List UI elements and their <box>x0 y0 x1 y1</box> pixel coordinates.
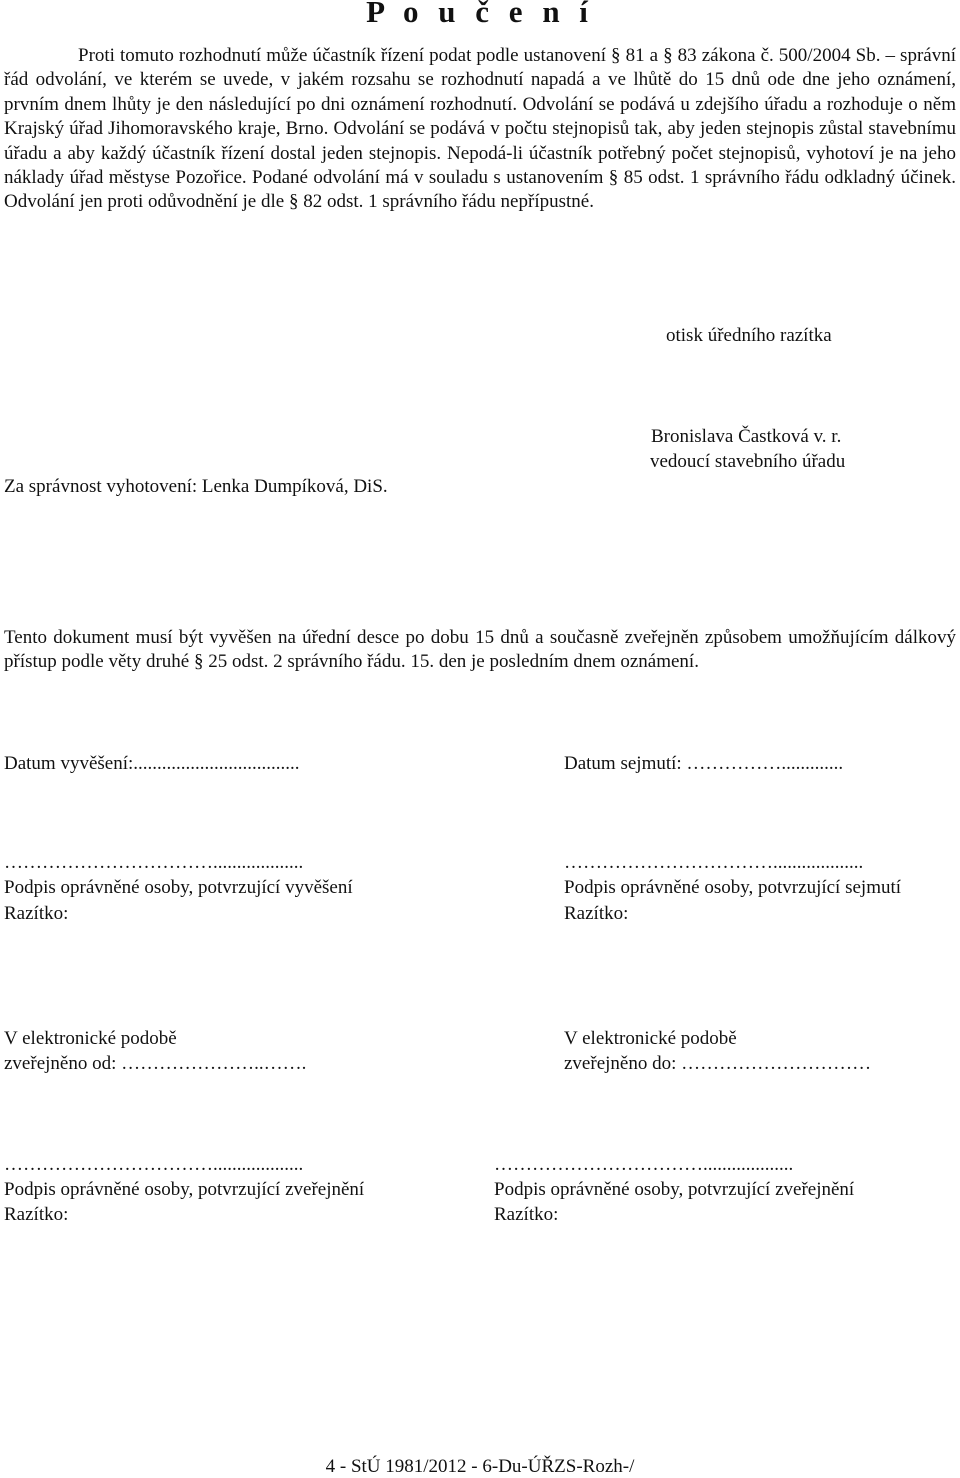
stamp-label-electronic-from: Razítko: <box>4 1204 69 1225</box>
signature-label-electronic-from: Podpis oprávněné osoby, potvrzující zveřejnění <box>4 1179 365 1200</box>
posting-notice-text: Tento dokument musí být vyvěšen na úřední desce po dobu 15 dnů a současně zveřejněn způsobem umožňujícím dálkový přístup podle věty druhé § 25 odst. 2 správního řádu. 15. den je posledním dnem oznámení. <box>4 627 956 673</box>
signatory-role: vedoucí stavebního úřadu <box>650 451 846 472</box>
appeal-instructions-text: Proti tomuto rozhodnutí může účastník řízení podat podle ustanovení § 81 a § 83 zákona č. 500/2004 Sb. – správní řád odvolání, ve kterém se uvede, v jakém rozsahu se rozhodnutí napadá a ve lhůtě do 15 dnů ode dne jeho oznámení, prvním dnem lhůty je den následující po dni oznámení rozhodnutí. Odvolání se podává u zdejšího úřadu a rozhoduje o něm Krajský úřad Jihomoravského kraje, Brno. Odvolání se podává v počtu stejnopisů tak, aby jeden stejnopis zůstal stavebnímu úřadu a aby každý účastník řízení dostal jeden stejnopis. Nepodá-li účastník potřebný počet stejnopisů, vyhotoví je na jeho náklady úřad městyse Pozořice. Podané odvolání má v souladu s ustanovením § 85 odst. 1 správního řádu odkladný účinek. Odvolání jen proti odůvodnění je dle § 82 odst. 1 správního řádu nepřípustné. <box>4 45 956 213</box>
signatory-name: Bronislava Častková v. r. <box>651 426 842 447</box>
date-removed-field: Datum sejmutí: ……………............. <box>564 753 844 774</box>
signature-label-electronic-to: Podpis oprávněné osoby, potvrzující zveřejnění <box>494 1179 855 1200</box>
signature-label-posted: Podpis oprávněné osoby, potvrzující vyvěšení <box>4 877 353 898</box>
stamp-label-electronic-to: Razítko: <box>494 1204 559 1225</box>
electronic-to-heading: V elektronické podobě <box>564 1028 737 1049</box>
electronic-to-field: zveřejněno do: ………………………… <box>564 1053 872 1074</box>
signature-line-posted: ……………………………................... <box>4 852 304 873</box>
page-footer: 4 - StÚ 1981/2012 - 6-Du-ÚŘZS-Rozh-/ <box>325 1456 635 1477</box>
correctness-statement: Za správnost vyhotovení: Lenka Dumpíková, DiS. <box>4 476 388 497</box>
electronic-from-heading: V elektronické podobě <box>4 1028 177 1049</box>
stamp-placeholder: otisk úředního razítka <box>666 325 832 346</box>
page-title: P o u č e n í <box>366 0 594 29</box>
signature-line-electronic-to: ……………………………................... <box>494 1154 794 1175</box>
electronic-from-field: zveřejněno od: …………………..……. <box>4 1053 307 1074</box>
stamp-label-removed: Razítko: <box>564 903 629 924</box>
signature-line-removed: ……………………………................... <box>564 852 864 873</box>
date-posted-field: Datum vyvěšení:................................... <box>4 753 300 774</box>
appeal-instructions <box>4 44 956 215</box>
posting-notice <box>4 626 956 675</box>
signature-line-electronic-from: ……………………………................... <box>4 1154 304 1175</box>
signature-label-removed: Podpis oprávněné osoby, potvrzující sejmutí <box>564 877 902 898</box>
stamp-label-posted: Razítko: <box>4 903 69 924</box>
